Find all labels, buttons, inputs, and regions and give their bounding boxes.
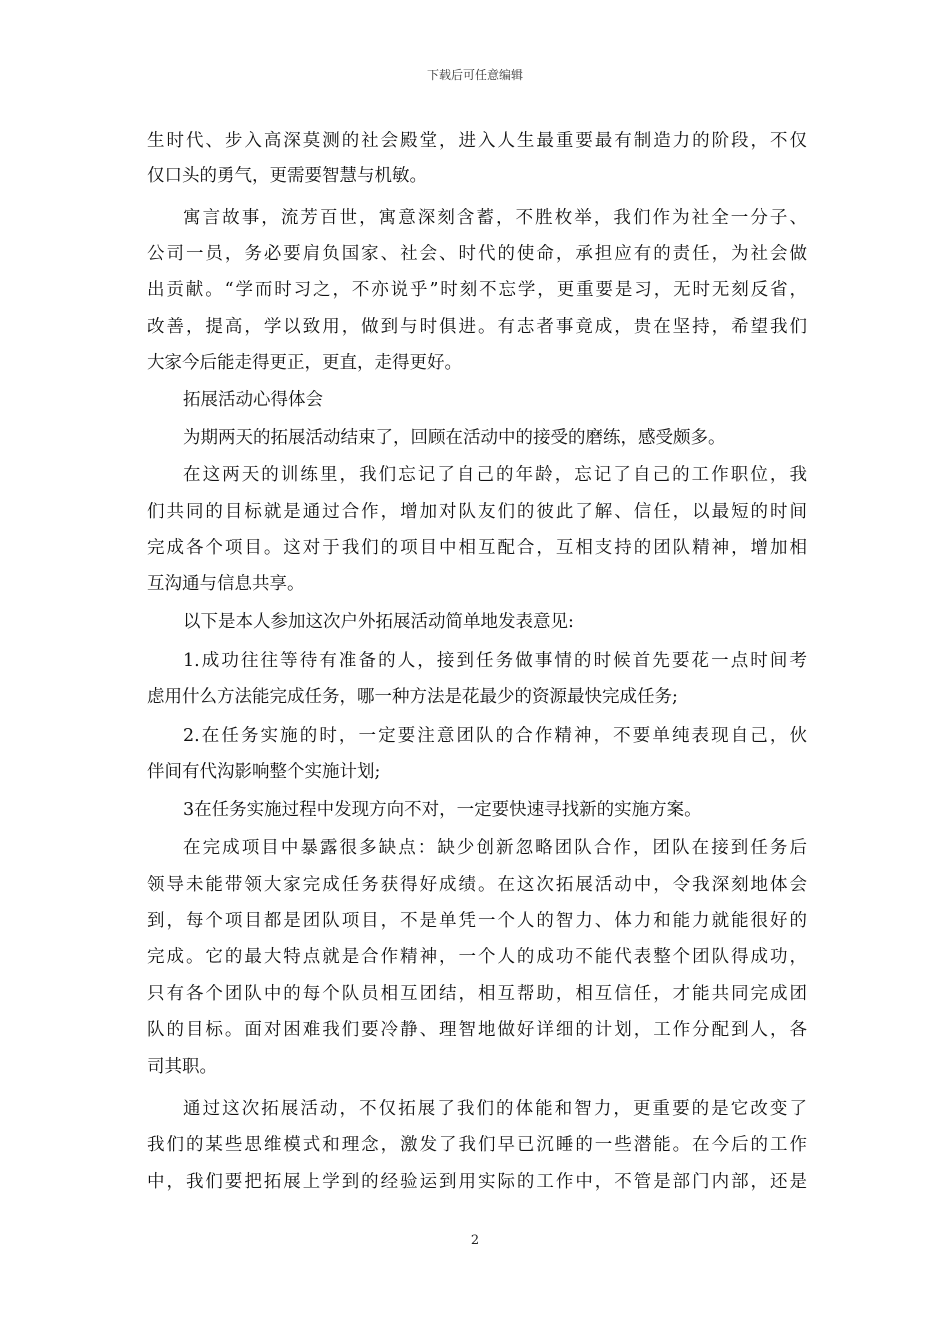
body-line: 出贡献。“学而时习之，不亦说乎”时刻不忘学，更重要是习，无时无刻反省， xyxy=(147,280,807,300)
body-line: 2.在任务实施的时，一定要注意团队的合作精神，不要单纯表现自己，伙 xyxy=(183,726,807,746)
body-line: 伴间有代沟影响整个实施计划; xyxy=(147,762,381,782)
body-line: 仅口头的勇气，更需要智慧与机敏。 xyxy=(147,166,427,186)
body-line: 司其职。 xyxy=(147,1057,217,1077)
body-line: 互沟通与信息共享。 xyxy=(147,574,305,594)
body-line: 改善，提高，学以致用，做到与时俱进。有志者事竟成，贵在坚持，希望我们 xyxy=(147,317,807,337)
body-line: 大家今后能走得更正，更直，走得更好。 xyxy=(147,353,462,373)
body-line: 中，我们要把拓展上学到的经验运到用实际的工作中，不管是部门内部，还是 xyxy=(147,1172,807,1192)
body-line: 队的目标。面对困难我们要冷静、理智地做好详细的计划，工作分配到人，各 xyxy=(147,1020,807,1040)
body-line: 到，每个项目都是团队项目，不是单凭一个人的智力、体力和能力就能很好的 xyxy=(147,911,807,931)
body-line: 完成各个项目。这对于我们的项目中相互配合，互相支持的团队精神，增加相 xyxy=(147,538,807,558)
body-line: 生时代、步入高深莫测的社会殿堂，进入人生最重要最有制造力的阶段，不仅 xyxy=(147,131,807,151)
body-line: 3在任务实施过程中发现方向不对，一定要快速寻找新的实施方案。 xyxy=(183,800,702,820)
body-line: 我们的某些思维模式和理念，激发了我们早已沉睡的一些潜能。在今后的工作 xyxy=(147,1135,807,1155)
body-line: 只有各个团队中的每个队员相互团结，相互帮助，相互信任，才能共同完成团 xyxy=(147,984,807,1004)
body-line: 公司一员，务必要肩负国家、社会、时代的使命，承担应有的责任，为社会做 xyxy=(147,244,807,264)
body-line: 在完成项目中暴露很多缺点：缺少创新忽略团队合作，团队在接到任务后 xyxy=(183,838,807,858)
body-line: 领导未能带领大家完成任务获得好成绩。在这次拓展活动中，令我深刻地体会 xyxy=(147,875,807,895)
page-number: 2 xyxy=(470,1233,480,1248)
body-line: 在这两天的训练里，我们忘记了自己的年龄，忘记了自己的工作职位，我 xyxy=(183,465,807,485)
section-title: 拓展活动心得体会 xyxy=(183,390,323,410)
body-line: 通过这次拓展活动，不仅拓展了我们的体能和智力，更重要的是它改变了 xyxy=(183,1099,807,1119)
body-line: 1.成功往往等待有准备的人，接到任务做事情的时候首先要花一点时间考 xyxy=(183,651,807,671)
body-line: 完成。它的最大特点就是合作精神，一个人的成功不能代表整个团队得成功， xyxy=(147,947,807,967)
body-line: 寓言故事，流芳百世，寓意深刻含蓄，不胜枚举，我们作为社全一分子、 xyxy=(183,208,807,228)
body-line: 虑用什么方法能完成任务，哪一种方法是花最少的资源最快完成任务; xyxy=(147,687,678,707)
body-line: 们共同的目标就是通过合作，增加对队友们的彼此了解、信任，以最短的时间 xyxy=(147,502,807,522)
body-line: 为期两天的拓展活动结束了，回顾在活动中的接受的磨练，感受颇多。 xyxy=(183,428,726,448)
body-line: 以下是本人参加这次户外拓展活动简单地发表意见: xyxy=(183,612,574,632)
page-header: 下载后可任意编辑 xyxy=(426,68,523,82)
